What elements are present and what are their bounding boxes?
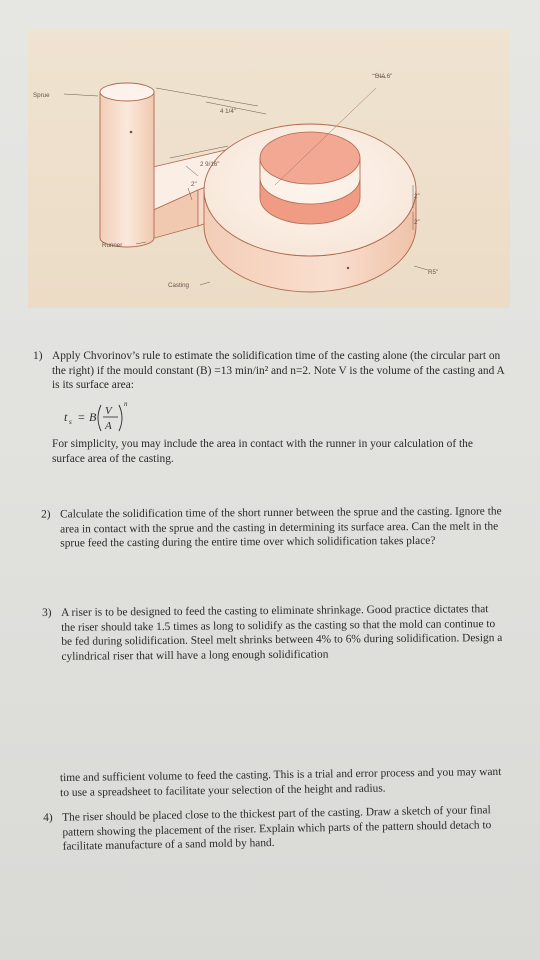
label-right-2-top: 2"	[414, 193, 420, 200]
question-3	[42, 602, 504, 663]
chvorinov-formula	[60, 395, 170, 439]
question-1-number: 1)	[33, 350, 43, 362]
formula-numerator: V	[105, 405, 112, 417]
question-4	[43, 803, 505, 853]
question-4-text: The riser should be placed close to the thickest part of the casting. Draw a sketch of your final pattern showing the placement of the riser. Explain which parts of the pattern should detach to facilitate manufacture of a sand mold by hand.	[62, 804, 492, 853]
label-2-9-16: 2 9/16"	[200, 161, 220, 168]
label-sprue: Sprue	[33, 92, 50, 99]
formula-lhs: t	[64, 410, 68, 424]
question-3-continuation	[60, 765, 504, 800]
label-runner: Runner	[102, 242, 123, 249]
question-3-continuation-text: time and sufficient volume to feed the casting. This is a trial and error process and you may want to use a spreadsheet to facilitate your selection of the height and radius.	[59, 765, 502, 799]
formula-exponent: n	[124, 400, 128, 408]
question-2	[41, 504, 503, 550]
label-4-1-4: 4 1/4"	[220, 108, 236, 115]
question-3-text: A riser is to be designed to feed the casting to eliminate shrinkage. Good practice dictates that the riser should take 1.5 times as long to solidify as the casting so that the mold can continue to be fed during solidification. Steel melt shrinks between 4% to 6% during solidification. Design a cylindrical riser that will have a long enough solidification	[61, 603, 503, 663]
label-casting: Casting	[168, 282, 189, 289]
formula-lhs-sub: s	[69, 418, 72, 426]
formula-denominator: A	[105, 420, 112, 432]
question-1-note: For simplicity, you may include the area in contact with the runner in your calculation of the surface area of the casting.	[52, 438, 473, 465]
label-dia: DIA 6"	[375, 73, 393, 80]
label-r5: R5"	[428, 269, 439, 276]
casting-diagram	[28, 30, 510, 308]
question-2-text: Calculate the solidification time of the short runner between the sprue and the casting. Ignore the area in contact with the sprue and the casting in determining its surface area. Can the melt in the sprue feed the casting during the entire time over which solidification takes place?	[60, 505, 502, 550]
sprue-shape	[100, 83, 154, 247]
formula-equals: =	[78, 410, 85, 424]
question-3-number: 3)	[42, 606, 52, 620]
question-2-number: 2)	[41, 508, 51, 521]
question-4-number: 4)	[43, 811, 53, 825]
question-1-text: Apply Chvorinov’s rule to estimate the solidification time of the casting alone (the circular part on the right) if the mould constant (B) =13 min/in² and n=2. Note V is the volume of the casting and A is its surface area:	[52, 350, 505, 392]
formula-coef: B	[89, 410, 97, 424]
label-runner-2: 2"	[191, 181, 197, 188]
label-right-2-bottom: 2"	[414, 219, 420, 226]
